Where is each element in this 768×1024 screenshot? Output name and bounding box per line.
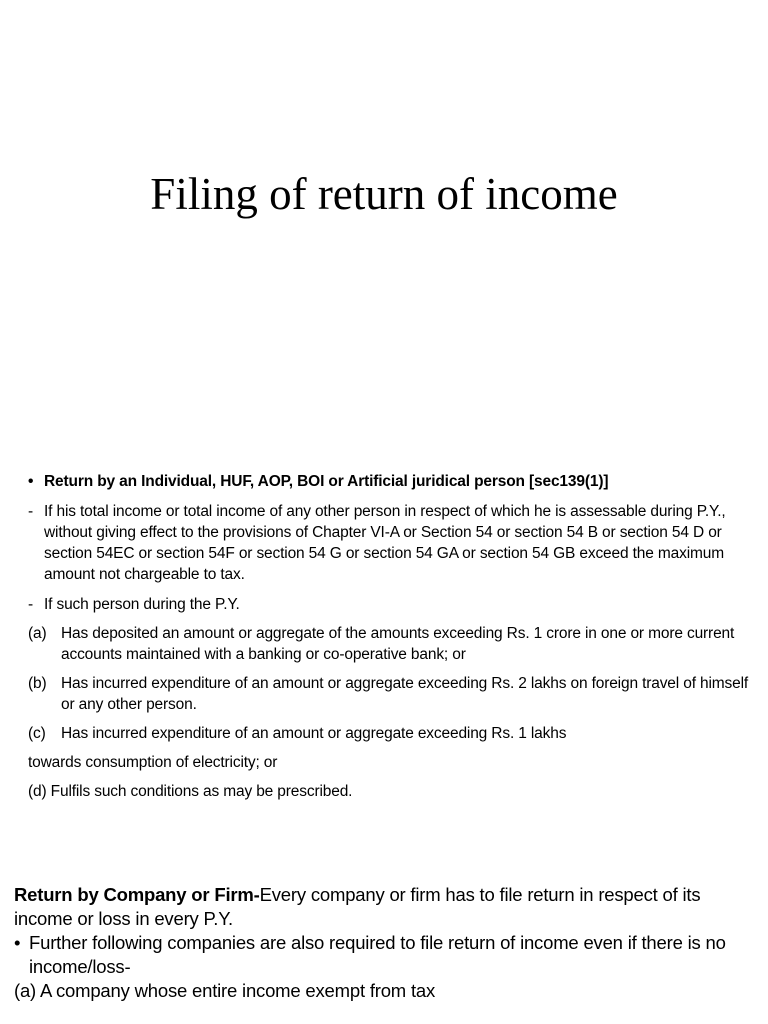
heading-text: Return by an Individual, HUF, AOP, BOI or Artificial juridical person [sec139(1)] [44,473,609,490]
sub-item-a [28,623,758,665]
company-return-intro [14,883,759,931]
bullet-text: Further following companies are also required to file return of income even if there is no income/loss- [29,932,726,977]
dash-marker: - [28,596,34,613]
condition-text: If his total income or total income of any other person in respect of which he is assessable during P.Y., without giving effect to the provisions of Chapter VI-A or Section 54 or section 54 B or section 54 D or section 54EC or section 54F or section 54 G or section 54 GA or section 54 GB exceed the maximum amount not chargeable to tax. [44,503,726,583]
sub-item-b [28,673,758,715]
sub-item-c [28,723,758,744]
item-text: Has incurred expenditure of an amount or aggregate exceeding Rs. 2 lakhs on foreign travel of himself or any other person. [61,675,749,713]
company-return-section [14,883,759,1003]
company-return-bullet [14,931,759,979]
condition-text: If such person during the P.Y. [44,596,240,613]
condition-during-py [28,594,758,615]
bullet-marker: • [14,932,21,953]
item-marker: (c) [28,725,46,742]
sub-item-c-continuation: towards consumption of electricity; or [28,754,278,771]
dash-marker: - [28,503,34,520]
sub-item-d: (d) Fulfils such conditions as may be prescribed. [28,783,353,800]
company-item-a [14,979,759,1003]
individual-return-heading [28,471,758,492]
item-marker: (a) [14,980,37,1001]
item-text: Has deposited an amount or aggregate of the amounts exceeding Rs. 1 crore in one or more current accounts maintained with a banking or co-operative bank; or [61,625,735,663]
bullet-marker: • [28,473,34,490]
slide-title: Filing of return of income [150,169,618,219]
condition-total-income [28,501,758,585]
item-marker: (a) [28,625,47,642]
company-return-heading: Return by Company or Firm- [14,884,260,905]
item-text: Has incurred expenditure of an amount or aggregate exceeding Rs. 1 lakhs [61,725,567,742]
item-text: A company whose entire income exempt from tax [39,980,436,1001]
company-return-intro-text: Every company or firm has to file return in respect of its income or loss in every P.Y. [14,884,701,929]
item-marker: (b) [28,675,47,692]
individual-return-section [28,471,758,802]
